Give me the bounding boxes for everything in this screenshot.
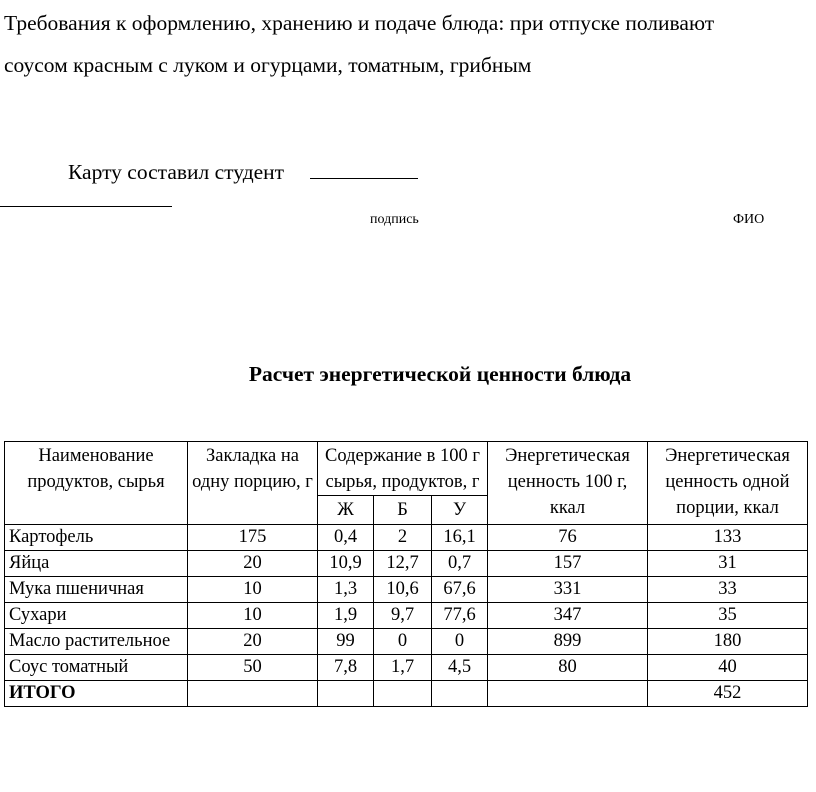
signature-caption: подпись bbox=[370, 212, 419, 227]
total-label: ИТОГО bbox=[5, 681, 188, 707]
table-row bbox=[5, 577, 808, 603]
cell-energy-portion: 180 bbox=[648, 629, 808, 655]
table-row bbox=[5, 525, 808, 551]
signature-blank bbox=[310, 156, 418, 179]
cell-name: Яйца bbox=[5, 551, 188, 577]
total-energy-portion: 452 bbox=[648, 681, 808, 707]
cell-energy-portion: 40 bbox=[648, 655, 808, 681]
fio-blank bbox=[0, 206, 172, 207]
cell-empty bbox=[488, 681, 648, 707]
cell-weight: 10 bbox=[188, 603, 318, 629]
cell-empty bbox=[318, 681, 374, 707]
cell-fat: 1,9 bbox=[318, 603, 374, 629]
cell-name: Сухари bbox=[5, 603, 188, 629]
header-energy-100g: Энергетическая ценность 100 г, ккал bbox=[488, 442, 648, 525]
header-fat: Ж bbox=[318, 496, 374, 525]
cell-fat: 0,4 bbox=[318, 525, 374, 551]
requirements-line-2: соусом красным с луком и огурцами, томатным, грибным bbox=[4, 53, 532, 77]
cell-energy-portion: 35 bbox=[648, 603, 808, 629]
signature-line bbox=[68, 156, 418, 185]
table-row bbox=[5, 551, 808, 577]
cell-energy-portion: 33 bbox=[648, 577, 808, 603]
header-carbs: У bbox=[432, 496, 488, 525]
cell-energy-100g: 157 bbox=[488, 551, 648, 577]
cell-weight: 10 bbox=[188, 577, 318, 603]
cell-weight: 175 bbox=[188, 525, 318, 551]
cell-protein: 2 bbox=[374, 525, 432, 551]
cell-weight: 20 bbox=[188, 629, 318, 655]
cell-fat: 1,3 bbox=[318, 577, 374, 603]
cell-fat: 10,9 bbox=[318, 551, 374, 577]
cell-weight: 20 bbox=[188, 551, 318, 577]
cell-fat: 99 bbox=[318, 629, 374, 655]
cell-protein: 9,7 bbox=[374, 603, 432, 629]
cell-name: Картофель bbox=[5, 525, 188, 551]
cell-protein: 12,7 bbox=[374, 551, 432, 577]
header-protein: Б bbox=[374, 496, 432, 525]
table-row bbox=[5, 603, 808, 629]
table-row bbox=[5, 629, 808, 655]
header-name: Наименование продуктов, сырья bbox=[5, 442, 188, 525]
cell-energy-100g: 899 bbox=[488, 629, 648, 655]
cell-empty bbox=[188, 681, 318, 707]
cell-carbs: 77,6 bbox=[432, 603, 488, 629]
cell-energy-100g: 76 bbox=[488, 525, 648, 551]
cell-name: Масло растительное bbox=[5, 629, 188, 655]
cell-energy-100g: 347 bbox=[488, 603, 648, 629]
cell-fat: 7,8 bbox=[318, 655, 374, 681]
cell-name: Мука пшеничная bbox=[5, 577, 188, 603]
compiled-by-label: Карту составил студент bbox=[68, 160, 285, 184]
cell-carbs: 0 bbox=[432, 629, 488, 655]
cell-protein: 10,6 bbox=[374, 577, 432, 603]
table-row bbox=[5, 655, 808, 681]
cell-protein: 0 bbox=[374, 629, 432, 655]
requirements-paragraph bbox=[4, 2, 814, 86]
cell-empty bbox=[432, 681, 488, 707]
header-weight: Закладка на одну порцию, г bbox=[188, 442, 318, 525]
cell-protein: 1,7 bbox=[374, 655, 432, 681]
cell-carbs: 16,1 bbox=[432, 525, 488, 551]
cell-weight: 50 bbox=[188, 655, 318, 681]
table-total-row bbox=[5, 681, 808, 707]
cell-carbs: 67,6 bbox=[432, 577, 488, 603]
cell-empty bbox=[374, 681, 432, 707]
cell-carbs: 4,5 bbox=[432, 655, 488, 681]
energy-value-table bbox=[4, 441, 808, 707]
cell-energy-100g: 80 bbox=[488, 655, 648, 681]
cell-energy-portion: 31 bbox=[648, 551, 808, 577]
table-header-row bbox=[5, 442, 808, 496]
cell-name: Соус томатный bbox=[5, 655, 188, 681]
cell-carbs: 0,7 bbox=[432, 551, 488, 577]
header-energy-portion: Энергетическая ценность одной порции, ккал bbox=[648, 442, 808, 525]
section-title: Расчет энергетической ценности блюда bbox=[248, 362, 632, 386]
fio-caption: ФИО bbox=[733, 212, 765, 227]
header-content: Содержание в 100 г сырья, продуктов, г bbox=[318, 442, 488, 496]
cell-energy-portion: 133 bbox=[648, 525, 808, 551]
cell-energy-100g: 331 bbox=[488, 577, 648, 603]
requirements-line-1: Требования к оформлению, хранению и подаче блюда: при отпуске поливают bbox=[4, 11, 715, 35]
